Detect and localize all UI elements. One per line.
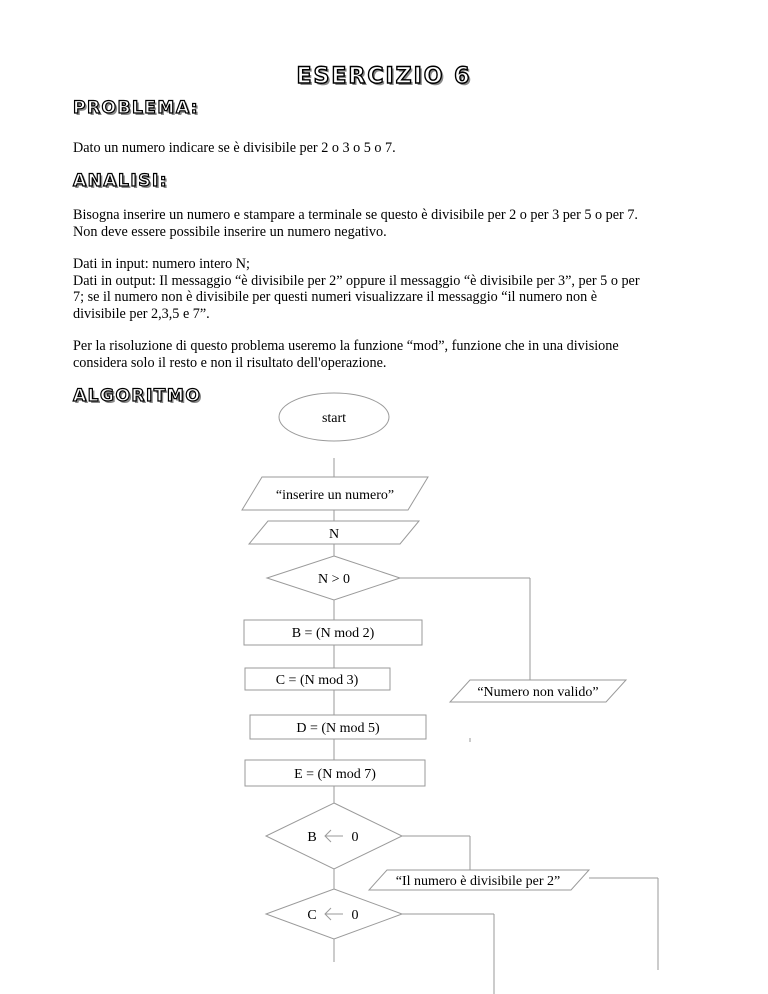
flowchart-cond-b-var: B bbox=[307, 830, 317, 845]
section-heading-analisi: ANALISI: bbox=[73, 171, 169, 191]
section-heading-algoritmo: ALGORITMO bbox=[73, 386, 202, 406]
problem-line: Dato un numero indicare se è divisibile per 2 o 3 o 5 o 7. bbox=[73, 140, 396, 156]
analysis-line: considera solo il resto e non il risultato dell'operazione. bbox=[73, 354, 387, 371]
page-title: ESERCIZIO 6 bbox=[296, 64, 472, 89]
analysis-line: Non deve essere possibile inserire un numero negativo. bbox=[73, 223, 387, 240]
flowchart-cond-main-label: N > 0 bbox=[317, 572, 351, 587]
analysis-line: Dati in output: Il messaggio “è divisibile per 2” oppure il messaggio “è divisibile per 3”, per 5 o per bbox=[73, 272, 640, 289]
analysis-line: Per la risoluzione di questo problema useremo la funzione “mod”, funzione che in una divisione bbox=[73, 338, 619, 354]
flowchart-input-var-label: N bbox=[328, 527, 340, 542]
analysis-line: divisibile per 2,3,5 e 7”. bbox=[73, 305, 210, 322]
flowchart-div2-label: “Il numero è divisibile per 2” bbox=[395, 874, 561, 889]
flowchart-input-prompt-label: “inserire un numero” bbox=[275, 488, 395, 503]
analysis-line: 7; se il numero non è divisibile per questi numeri visualizzare il messaggio “il numero non è bbox=[73, 289, 598, 305]
flowchart-process-b-label: B = (N mod 2) bbox=[291, 626, 375, 641]
analysis-line: Dati in input: numero intero N; bbox=[73, 256, 250, 272]
flowchart-cond-c-val: 0 bbox=[351, 908, 359, 923]
flowchart-cond-c-var: C bbox=[307, 908, 317, 923]
flowchart-start-label: start bbox=[321, 411, 347, 426]
flowchart-process-d-label: D = (N mod 5) bbox=[296, 721, 380, 736]
section-heading-problema: PROBLEMA: bbox=[73, 98, 200, 118]
analysis-line: Bisogna inserire un numero e stampare a terminale se questo è divisibile per 2 o per 3 per 5 o per 7. bbox=[73, 207, 638, 223]
flowchart-cond-b-val: 0 bbox=[351, 830, 359, 845]
flowchart-invalid-label: “Numero non valido” bbox=[477, 685, 599, 700]
flowchart-process-c-label: C = (N mod 3) bbox=[275, 673, 359, 688]
flowchart-process-e-label: E = (N mod 7) bbox=[294, 767, 376, 782]
